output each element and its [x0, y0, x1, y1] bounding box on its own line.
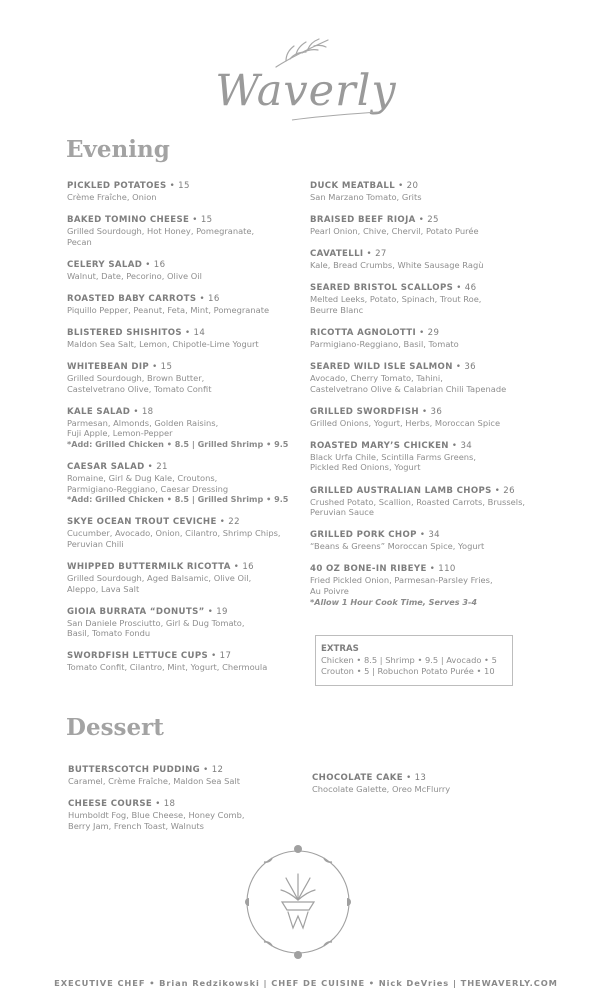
menu-item-price: 14 [193, 327, 206, 338]
menu-item-description: San Daniele Prosciutto, Girl & Dug Tomato, [67, 617, 245, 628]
menu-item-heading [67, 362, 312, 373]
price-separator: • [448, 440, 461, 451]
menu-item-name: CHOCOLATE CAKE [312, 773, 403, 783]
menu-item-description: Melted Leeks, Potato, Spinach, Trout Roe, [310, 294, 482, 305]
menu-item [67, 328, 312, 350]
menu-item-description: Grilled Sourdough, Hot Honey, Pomegranate, [67, 226, 255, 237]
menu-item-description: Black Urfa Chile, Scintilla Farms Greens, [310, 451, 477, 462]
menu-item-name: CHEESE COURSE [68, 799, 153, 810]
menu-item-heading [67, 462, 312, 473]
menu-item-description: Beurre Blanc [310, 304, 364, 315]
price-separator: • [130, 406, 142, 417]
dessert-title: Dessert [66, 714, 164, 741]
menu-item-price: 27 [375, 249, 387, 260]
price-separator: • [453, 283, 465, 294]
menu-item-description: Crème Fraîche, Onion [67, 192, 157, 202]
menu-item [67, 215, 312, 247]
price-separator: • [142, 259, 154, 270]
menu-item-name: RICOTTA AGNOLOTTI [310, 327, 417, 338]
menu-item-description: Caramel, Crème Fraîche, Maldon Sea Salt [68, 776, 241, 786]
menu-item-description: Avocado, Cherry Tomato, Tahini, [310, 373, 443, 384]
price-separator: • [230, 562, 243, 572]
extras-line: Crouton • 5 | Robuchon Potato Purée • 10 [321, 666, 495, 676]
menu-item-name: BAKED TOMINO CHEESE [67, 215, 190, 226]
menu-item-description: San Marzano Tomato, Grits [310, 192, 422, 202]
menu-item-name: GRILLED PORK CHOP [310, 530, 417, 541]
menu-item-description: Parmigiano-Reggiano, Basil, Tomato [310, 338, 459, 349]
price-separator: • [196, 293, 209, 304]
menu-item-heading [310, 564, 550, 575]
menu-item-description: Parmigiano-Reggiano, Caesar Dressing [67, 483, 229, 494]
menu-item-description: Walnut, Date, Pecorino, Olive Oil [67, 270, 202, 281]
menu-item-heading [67, 651, 312, 662]
menu-item-price: 29 [427, 327, 440, 338]
menu-item-heading [310, 215, 550, 226]
menu-item-name: ROASTED MARY’S CHICKEN [310, 440, 449, 451]
menu-item-description: Humboldt Fog, Blue Cheese, Honey Comb, [68, 810, 245, 821]
menu-item [67, 562, 312, 594]
menu-item-description: Fuji Apple, Lemon-Pepper [67, 428, 173, 439]
menu-item-heading [67, 517, 312, 528]
menu-item [310, 283, 550, 315]
menu-item-price: 15 [160, 362, 173, 373]
menu-item-note: *Allow 1 Hour Cook Time, Serves 3-4 [310, 596, 477, 607]
menu-item-heading [310, 486, 550, 497]
evening-right-column [310, 181, 550, 620]
menu-item-heading [310, 530, 550, 541]
menu-item-name: WHITEBEAN DIP [67, 362, 150, 373]
menu-item [310, 407, 550, 429]
menu-item-heading [310, 181, 550, 192]
menu-item [310, 362, 550, 394]
menu-item-addon: *Add: Grilled Chicken • 8.5 | Grilled Shrimp • 9.5 [67, 494, 289, 505]
menu-item-description: Berry Jam, French Toast, Walnuts [68, 820, 204, 831]
menu-item [67, 462, 312, 505]
price-separator: • [415, 215, 428, 226]
menu-item [67, 651, 312, 673]
menu-item-heading [67, 562, 312, 573]
menu-item-heading [67, 294, 312, 305]
menu-item-heading [68, 799, 308, 810]
menu-item-price: 22 [228, 517, 240, 528]
footer-credits: EXECUTIVE CHEF • Brian Redzikowski | CHEF DE CUISINE • Nick DeVries | THEWAVERLY.COM [54, 978, 558, 988]
price-separator: • [181, 327, 194, 338]
price-separator: • [144, 462, 157, 473]
menu-item-heading [67, 215, 312, 226]
menu-item [310, 486, 550, 518]
price-separator: • [418, 406, 431, 417]
menu-item-heading [310, 249, 550, 260]
dessert-left-column [68, 765, 308, 844]
menu-item-heading [67, 407, 312, 418]
price-separator: • [216, 517, 229, 528]
menu-item-description: Pearl Onion, Chive, Chervil, Potato Purée [310, 226, 479, 237]
menu-item-price: 15 [178, 181, 190, 191]
menu-item-name: SEARED BRISTOL SCALLOPS [310, 283, 454, 294]
menu-item-price: 34 [460, 440, 473, 451]
menu-item-heading [310, 283, 550, 294]
price-separator: • [200, 765, 212, 775]
price-separator: • [395, 181, 407, 191]
menu-item [310, 441, 550, 473]
menu-item-description: Cucumber, Avocado, Onion, Cilantro, Shrimp Chips, [67, 528, 281, 539]
menu-item-name: DUCK MEATBALL [310, 181, 396, 191]
menu-item-price: 18 [141, 406, 154, 417]
menu-item-description: Grilled Sourdough, Brown Butter, [67, 373, 205, 384]
menu-item-price: 21 [156, 462, 168, 473]
price-separator: • [363, 249, 376, 260]
menu-item-description: Castelvetrano Olive, Tomato Confit [67, 383, 212, 394]
menu-item-name: WHIPPED BUTTERMILK RICOTTA [67, 562, 231, 572]
menu-item-name: ROASTED BABY CARROTS [67, 293, 197, 304]
brand-wordmark: Waverly [215, 66, 397, 116]
leaf-sprig-icon [272, 36, 332, 70]
menu-item-price: 20 [406, 181, 419, 191]
menu-item-price: 16 [153, 259, 166, 270]
menu-item [310, 530, 550, 552]
price-separator: • [416, 327, 428, 338]
price-separator: • [152, 799, 164, 810]
menu-item-description: Chocolate Galette, Oreo McFlurry [312, 784, 451, 794]
menu-item-heading [67, 328, 312, 339]
price-separator: • [403, 773, 415, 783]
menu-item-name: GRILLED AUSTRALIAN LAMB CHOPS [310, 485, 492, 496]
menu-item [310, 564, 550, 607]
menu-item-description: Castelvetrano Olive & Calabrian Chili Tapenade [310, 383, 507, 394]
menu-item-name: GIOIA BURRATA “DONUTS” [67, 606, 205, 617]
menu-item-price: 36 [430, 406, 443, 417]
menu-item-description: Piquillo Pepper, Peanut, Feta, Mint, Pomegranate [67, 304, 270, 315]
menu-item-description: Romaine, Girl & Dug Kale, Croutons, [67, 473, 218, 484]
menu-item-heading [310, 407, 550, 418]
menu-item-heading [312, 773, 552, 784]
menu-item-description: Basil, Tomato Fondu [67, 628, 151, 639]
menu-item-price: 34 [428, 530, 440, 541]
menu-item [67, 181, 312, 203]
menu-item-description: Maldon Sea Salt, Lemon, Chipotle-Lime Yogurt [67, 338, 259, 349]
menu-item-name: BRAISED BEEF RIOJA [310, 215, 416, 226]
menu-item-price: 25 [427, 215, 439, 226]
waverly-logo [0, 34, 612, 120]
menu-item-description: Fried Pickled Onion, Parmesan-Parsley Fries, [310, 575, 493, 586]
menu-item-description: Grilled Onions, Yogurt, Herbs, Moroccan Spice [310, 417, 501, 428]
menu-item [312, 773, 552, 795]
menu-item-name: CAESAR SALAD [67, 462, 145, 473]
menu-item-addon: *Add: Grilled Chicken • 8.5 | Grilled Shrimp • 9.5 [67, 438, 289, 449]
menu-item-name: GRILLED SWORDFISH [310, 406, 419, 417]
menu-item-heading [310, 328, 550, 339]
menu-item [67, 607, 312, 639]
menu-item-price: 46 [464, 283, 477, 294]
menu-item-price: 36 [464, 362, 476, 373]
menu-item-description: Peruvian Chili [67, 538, 124, 549]
menu-item [67, 362, 312, 394]
price-separator: • [204, 606, 217, 617]
menu-item [310, 328, 550, 350]
menu-item-heading [310, 441, 550, 452]
menu-item-price: 110 [438, 564, 456, 575]
menu-item-heading [67, 260, 312, 271]
menu-item-name: KALE SALAD [67, 406, 131, 417]
menu-item-price: 17 [219, 651, 232, 662]
menu-item [67, 407, 312, 450]
menu-item-description: Crushed Potato, Scallion, Roasted Carrots, Brussels, [310, 496, 526, 507]
menu-item [67, 294, 312, 316]
menu-item-name: BLISTERED SHISHITOS [67, 327, 182, 338]
menu-item-name: SKYE OCEAN TROUT CEVICHE [67, 517, 217, 528]
menu-item-price: 13 [414, 773, 427, 783]
extras-title: EXTRAS [321, 644, 359, 654]
extras-box [315, 635, 513, 686]
dessert-right-column [312, 773, 552, 807]
menu-item-description: Parmesan, Almonds, Golden Raisins, [67, 417, 219, 428]
price-separator: • [452, 362, 465, 373]
menu-item-name: SWORDFISH LETTUCE CUPS [67, 651, 209, 662]
evening-left-column [67, 181, 312, 685]
menu-item-name: CAVATELLI [310, 249, 364, 260]
price-separator: • [189, 215, 201, 226]
menu-item-description: “Beans & Greens” Moroccan Spice, Yogurt [310, 541, 485, 552]
menu-item-description: Kale, Bread Crumbs, White Sausage Ragù [310, 260, 484, 271]
menu-item-description: Pickled Red Onions, Yogurt [310, 462, 421, 473]
menu-item-price: 15 [200, 215, 213, 226]
price-separator: • [426, 564, 439, 575]
price-separator: • [491, 485, 504, 496]
menu-item-description: Pecan [67, 236, 92, 247]
menu-item [68, 799, 308, 831]
menu-item-description: Au Poivre [310, 585, 349, 596]
extras-line: Chicken • 8.5 | Shrimp • 9.5 | Avocado • 5 [321, 655, 497, 665]
menu-item-name: SEARED WILD ISLE SALMON [310, 362, 453, 373]
menu-item [310, 215, 550, 237]
menu-item-price: 16 [208, 293, 220, 304]
menu-item-price: 19 [216, 606, 228, 617]
menu-item-heading [67, 181, 312, 192]
menu-item-description: Aleppo, Lava Salt [67, 583, 140, 594]
menu-item-name: CELERY SALAD [67, 259, 143, 270]
menu-item [67, 517, 312, 549]
menu-item [310, 249, 550, 271]
menu-item-heading [67, 607, 312, 618]
price-separator: • [208, 651, 220, 662]
menu-item-price: 18 [163, 799, 176, 810]
price-separator: • [149, 362, 161, 373]
menu-item-name: 40 OZ BONE-IN RIBEYE [310, 564, 427, 575]
menu-item-heading [68, 765, 308, 776]
price-separator: • [166, 181, 179, 191]
menu-item-description: Tomato Confit, Cilantro, Mint, Yogurt, Chermoula [67, 662, 268, 673]
menu-item-price: 16 [242, 562, 254, 572]
menu-item-price: 26 [503, 485, 515, 496]
evening-title: Evening [66, 136, 170, 163]
price-separator: • [416, 530, 429, 541]
wordmark-underline [290, 110, 380, 122]
aloe-plant-w-emblem-icon [241, 844, 355, 960]
menu-item-description: Peruvian Sauce [310, 507, 374, 518]
menu-item-name: PICKLED POTATOES [67, 181, 167, 191]
menu-item [310, 181, 550, 203]
menu-item-description: Grilled Sourdough, Aged Balsamic, Olive Oil, [67, 573, 252, 583]
menu-item-price: 12 [211, 765, 224, 775]
menu-item-heading [310, 362, 550, 373]
menu-item [68, 765, 308, 787]
menu-item-name: BUTTERSCOTCH PUDDING [68, 765, 201, 775]
menu-item [67, 260, 312, 282]
